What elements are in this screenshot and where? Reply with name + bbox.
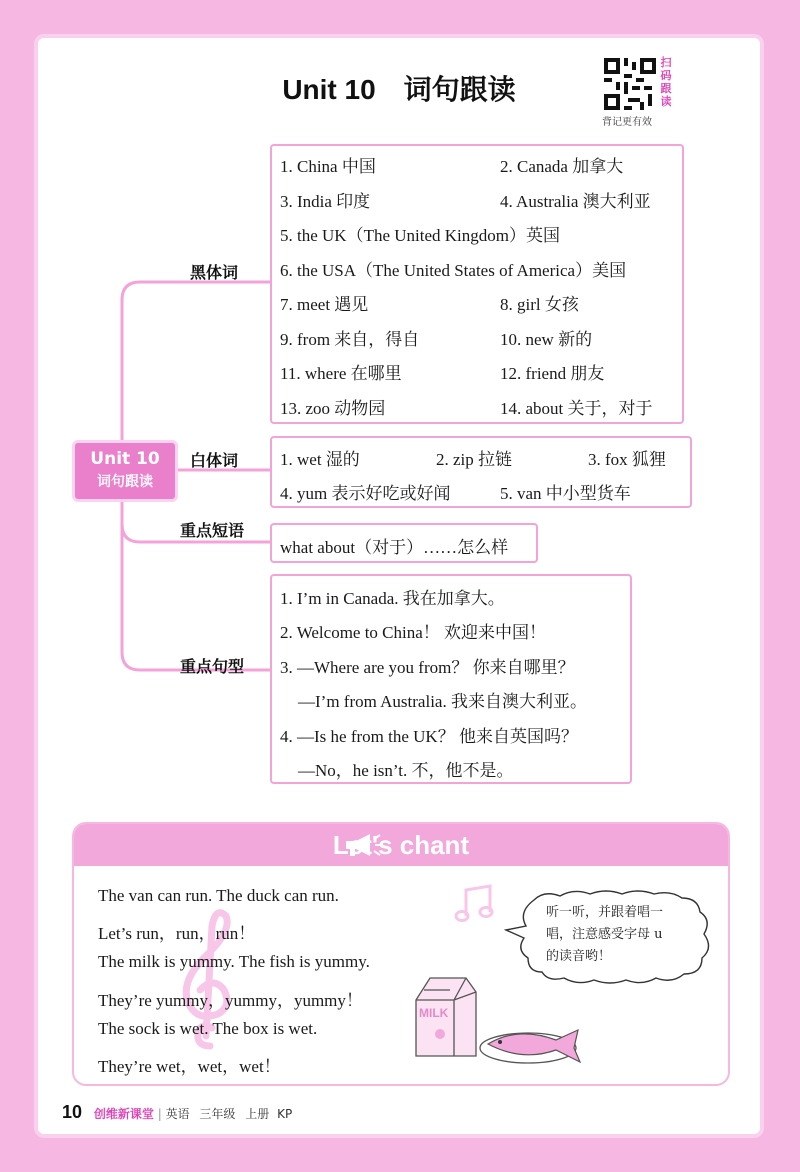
table-row [272,181,682,216]
word-item: 9. from 来自，得自 [280,329,420,349]
word-item: 5. van 中小型货车 [500,484,631,503]
word-item: 13. zoo 动物园 [280,398,386,418]
plain-words-label: 白体词 [190,451,239,470]
fish-plate-icon [478,1018,588,1072]
chant-line: They’re wet，wet，wet！ [98,1057,281,1076]
bold-words-label: 黑体词 [190,263,239,282]
chant-line: They’re yummy，yummy，yummy！ [98,991,363,1010]
chant-line: The milk is yummy. The fish is yummy. [98,952,370,971]
bubble-line: 听一听，并跟着唱一 [546,905,664,920]
table-row [272,353,682,388]
table-row [272,319,682,354]
edition: KP [277,1107,293,1121]
word-item: 3. India 印度 [280,191,371,211]
word-item: 1. China 中国 [280,157,376,176]
bubble-line: 唱，注意感受字母 u [546,927,663,942]
word-item: 7. meet 遇见 [280,295,369,314]
chant-line: The van can run. The duck can run. [98,886,339,905]
sentence-line: 2. Welcome to China！ 欢迎来中国！ [280,623,547,642]
table-row [272,388,682,423]
volume: 上册 [245,1107,270,1121]
key-phrases-box [270,523,538,563]
word-item: 3. fox 狐狸 [588,450,666,469]
subject: 英语 [165,1107,190,1121]
sentence-line: —No，he isn’t. 不，他不是。 [298,761,514,780]
table-row [272,146,682,181]
word-item: 1. wet 湿的 [280,450,360,469]
word-item: 4. Australia 澳大利亚 [500,191,651,211]
page-footer: 10 创维新课堂 | 英语 三年级 上册 KP [62,1102,293,1122]
table-row [272,284,682,319]
word-item: 14. about 关于，对于 [500,398,653,418]
milk-carton-icon [410,972,480,1066]
music-note-icon [454,884,496,928]
bold-words-box [270,144,684,424]
center-label-unit: Unit 10 [90,449,160,469]
unit-center-label [72,440,178,502]
word-item: 2. Canada 加拿大 [500,157,624,176]
key-sentences-label: 重点句型 [180,657,245,676]
chant-line: The sock is wet. The box is wet. [98,1019,318,1038]
phrase-item: what about（对于）……怎么样 [280,538,509,557]
word-item: 10. new 新的 [500,329,593,349]
plain-words-box [270,436,692,508]
grade: 三年级 [199,1107,236,1121]
milk-label: MILK [419,1006,449,1020]
key-phrases-label: 重点短语 [180,521,245,540]
key-sentences-box [270,574,632,784]
sentence-line: 1. I’m in Canada. 我在加拿大。 [280,589,505,608]
sentence-line: 3. —Where are you from？ 你来自哪里？ [280,658,575,677]
brand-name: 创维新课堂 [93,1107,154,1121]
qr-caption: 背记更有效 [602,117,652,128]
chant-title: Let's chant [332,830,470,860]
word-item: 2. zip 拉链 [436,450,513,469]
word-item: 11. where 在哪里 [280,364,402,383]
word-item: 12. friend 朋友 [500,364,605,383]
chant-line: Let’s run，run，run！ [98,924,256,943]
page-title: Unit 10 词句跟读 [282,74,516,105]
center-label-subtitle: 词句跟读 [97,474,153,490]
word-item: 4. yum 表示好吃或好闻 [280,484,451,503]
qr-side-text: 扫码跟读 [660,56,672,108]
table-row [272,215,682,250]
sentence-line: 4. —Is he from the UK？ 他来自英国吗？ [280,727,578,746]
word-item: 6. the USA（The United States of America）美国 [280,260,627,280]
page [38,38,760,1134]
chant-panel [72,822,730,1086]
word-item: 5. the UK（The United Kingdom）英国 [280,226,560,245]
page-number: 10 [62,1102,83,1122]
bubble-line: 的读音哟！ [546,949,612,964]
table-row [272,250,682,285]
word-item: 8. girl 女孩 [500,295,579,314]
sentence-line: —I’m from Australia. 我来自澳大利亚。 [298,692,587,711]
